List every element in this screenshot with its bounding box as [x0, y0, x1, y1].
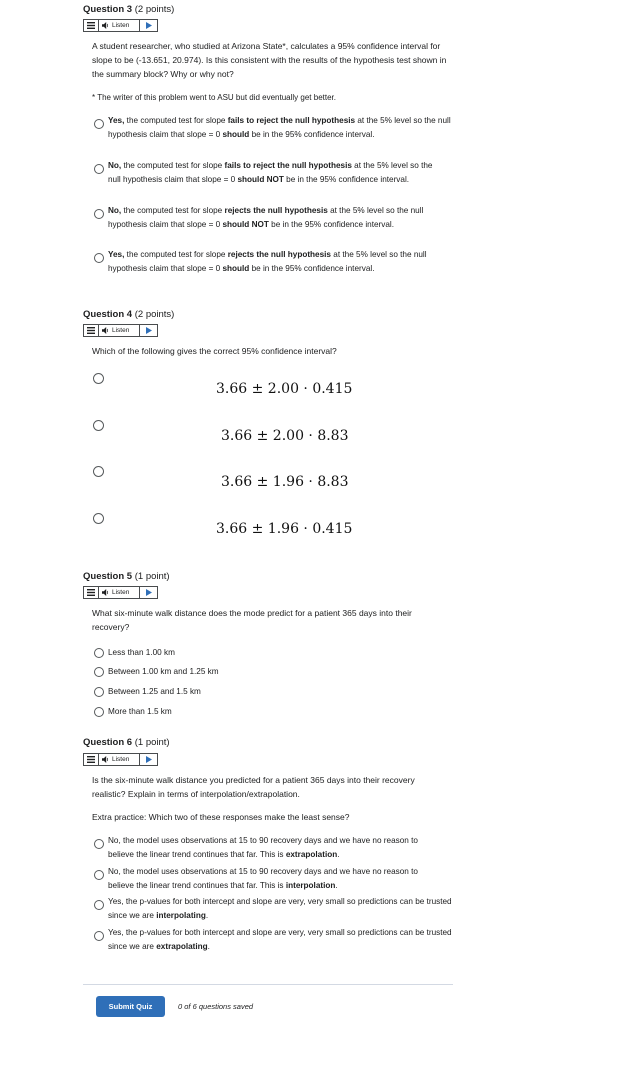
speaker-icon	[102, 22, 109, 29]
question-4-header	[83, 309, 174, 320]
play-icon[interactable]	[140, 20, 157, 31]
radio-option[interactable]	[94, 667, 104, 677]
menu-icon[interactable]	[84, 754, 99, 765]
answer-option[interactable]: 3.66 ± 2.00 · 8.83	[221, 428, 349, 444]
extra-practice-text: Extra practice: Which two of these responses make the least sense?	[92, 812, 350, 822]
answer-option[interactable]: Between 1.25 and 1.5 km	[108, 687, 201, 696]
menu-icon[interactable]	[84, 587, 99, 598]
answer-option[interactable]: 3.66 ± 1.96 · 8.83	[221, 474, 349, 490]
question-note: * The writer of this problem went to ASU but did eventually get better.	[92, 93, 336, 102]
play-icon[interactable]	[140, 754, 157, 765]
answer-option[interactable]: Between 1.00 km and 1.25 km	[108, 667, 219, 676]
answer-option[interactable]: No, the model uses observations at 15 to 90 recovery days and we have no reason to believe the linear trend continues that far. This is extrapolation.	[108, 836, 418, 859]
listen-toolbar	[83, 586, 158, 599]
answer-option[interactable]: 3.66 ± 2.00 · 0.415	[216, 381, 353, 397]
speaker-icon	[102, 756, 109, 763]
question-number: Question 5	[83, 571, 133, 582]
listen-label: Listen	[112, 756, 130, 763]
listen-button[interactable]	[99, 587, 140, 598]
menu-icon[interactable]	[84, 20, 99, 31]
question-3-header	[83, 4, 174, 15]
answer-option[interactable]: 3.66 ± 1.96 · 0.415	[216, 521, 353, 537]
radio-option[interactable]	[93, 466, 104, 477]
listen-toolbar	[83, 19, 158, 32]
play-icon[interactable]	[140, 325, 157, 336]
question-points: (1 point)	[134, 571, 170, 582]
question-5-header	[83, 571, 170, 582]
listen-button[interactable]	[99, 754, 140, 765]
listen-label: Listen	[112, 327, 130, 334]
question-text: Is the six-minute walk distance you predicted for a patient 365 days into their recovery realistic? Explain in terms of interpolation/extrapolation.	[92, 775, 415, 799]
listen-toolbar	[83, 753, 158, 766]
radio-option[interactable]	[94, 209, 104, 219]
radio-option[interactable]	[94, 164, 104, 174]
question-text: What six-minute walk distance does the mode predict for a patient 365 days into their recovery?	[92, 608, 412, 632]
answer-option[interactable]: More than 1.5 km	[108, 707, 172, 716]
question-text: A student researcher, who studied at Arizona State*, calculates a 95% confidence interval for slope to be (-13.651, 20.974). Is this consistent with the results of the hypothesis test shown in the summary block? Why or why not?	[92, 41, 447, 79]
listen-toolbar	[83, 324, 158, 337]
answer-option[interactable]: Yes, the p-values for both intercept and slope are very, very small so predictions can be trusted since we are extrapolating.	[108, 928, 452, 951]
speaker-icon	[102, 589, 109, 596]
radio-option[interactable]	[94, 687, 104, 697]
radio-option[interactable]	[93, 513, 104, 524]
radio-option[interactable]	[93, 373, 104, 384]
question-points: (2 points)	[134, 309, 175, 320]
radio-option[interactable]	[94, 253, 104, 263]
answer-option[interactable]: Less than 1.00 km	[108, 648, 175, 657]
question-points: (1 point)	[134, 737, 170, 748]
answer-option[interactable]: No, the computed test for slope fails to reject the null hypothesis at the 5% level so the null hypothesis claim that slope = 0 should NOT be in the 95% confidence interval.	[108, 161, 433, 184]
submit-quiz-button[interactable]: Submit Quiz	[96, 996, 165, 1017]
listen-button[interactable]	[99, 325, 140, 336]
question-points: (2 points)	[134, 4, 175, 15]
answer-option[interactable]: No, the computed test for slope rejects the null hypothesis at the 5% level so the null hypothesis claim that slope = 0 should NOT be in the 95% confidence interval.	[108, 206, 424, 229]
question-text: Which of the following gives the correct 95% confidence interval?	[92, 346, 337, 356]
radio-option[interactable]	[94, 707, 104, 717]
radio-option[interactable]	[94, 931, 104, 941]
answer-option[interactable]: Yes, the computed test for slope fails to reject the null hypothesis at the 5% level so the null hypothesis claim that slope = 0 should be in the 95% confidence interval.	[108, 116, 451, 139]
radio-option[interactable]	[94, 648, 104, 658]
radio-option[interactable]	[94, 839, 104, 849]
answer-option[interactable]: No, the model uses observations at 15 to 90 recovery days and we have no reason to believe the linear trend continues that far. This is interpolation.	[108, 867, 418, 890]
play-icon[interactable]	[140, 587, 157, 598]
question-number: Question 3	[83, 4, 133, 15]
saved-status: 0 of 6 questions saved	[178, 1002, 254, 1011]
question-number: Question 4	[83, 309, 133, 320]
radio-option[interactable]	[94, 870, 104, 880]
radio-option[interactable]	[94, 900, 104, 910]
answer-option[interactable]: Yes, the computed test for slope rejects the null hypothesis at the 5% level so the null hypothesis claim that slope = 0 should be in the 95% confidence interval.	[108, 250, 427, 273]
question-6-header	[83, 737, 170, 748]
menu-icon[interactable]	[84, 325, 99, 336]
radio-option[interactable]	[93, 420, 104, 431]
speaker-icon	[102, 327, 109, 334]
listen-button[interactable]	[99, 20, 140, 31]
listen-label: Listen	[112, 589, 130, 596]
footer-divider	[83, 984, 453, 985]
answer-option[interactable]: Yes, the p-values for both intercept and slope are very, very small so predictions can be trusted since we are interpolating.	[108, 897, 452, 920]
question-number: Question 6	[83, 737, 133, 748]
radio-option[interactable]	[94, 119, 104, 129]
listen-label: Listen	[112, 22, 130, 29]
